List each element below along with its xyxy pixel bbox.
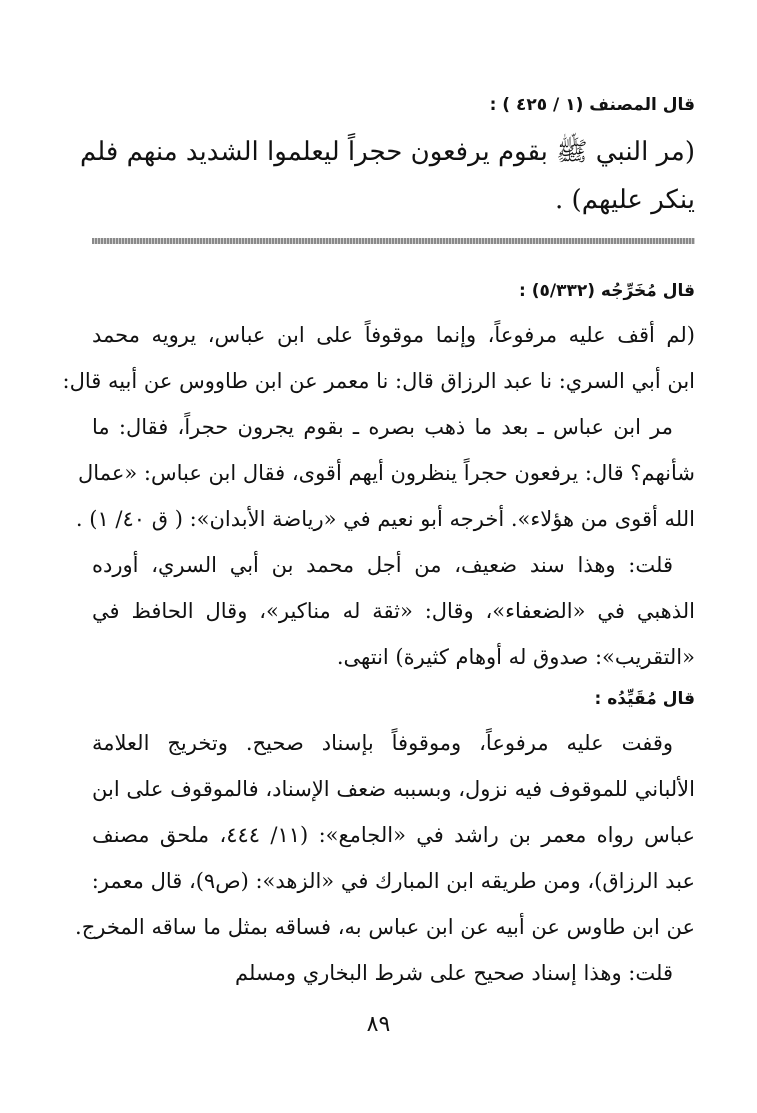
comment-line: عباس رواه معمر بن راشد في «الجامع»: (١١/ ٤٤٤، ملحق مصنف	[92, 823, 695, 847]
takhrij-line: «التقريب»: صدوق له أوهام كثيرة) انتهى.	[336, 645, 695, 669]
takhrij-line: الله أقوى من هؤلاء». أخرجه أبو نعيم في «رياضة الأبدان»: ( ق ٤٠/ ١) .	[75, 507, 695, 531]
takhrij-line: قلت: وهذا سند ضعيف، من أجل محمد بن أبي السري، أورده	[92, 553, 673, 577]
takhrij-line: (لم أقف عليه مرفوعاً، وإنما موقوفاً على ابن عباس، يرويه محمد	[92, 323, 695, 347]
comment-line: الألباني للموقوف فيه نزول، وبسببه ضعف الإسناد، فالموقوف على ابن	[92, 777, 695, 801]
heading-commentator: قال مُقَيِّدُه :	[594, 689, 695, 709]
comment-line: وقفت عليه مرفوعاً، وموقوفاً بإسناد صحيح. وتخريج العلامة	[92, 731, 673, 755]
takhrij-line: شأنهم؟ قال: يرفعون حجراً ينظرون أيهم أقوى، فقال ابن عباس: «عمال	[78, 461, 695, 485]
comment-line: عن ابن طاوس عن أبيه عن ابن عباس به، فساقه بمثل ما ساقه المخرج.	[75, 915, 695, 939]
comment-line: عبد الرزاق)، ومن طريقه ابن المبارك في «الزهد»: (ص٩)، قال معمر:	[91, 869, 695, 893]
page-number: ٨٩	[366, 1012, 391, 1037]
takhrij-line: مر ابن عباس ـ بعد ما ذهب بصره ـ بقوم يجرون حجراً، فقال: ما	[92, 415, 673, 439]
hadith-text-line-2: ينكر عليهم) .	[555, 185, 695, 215]
comment-line: قلت: وهذا إسناد صحيح على شرط البخاري ومسلم	[234, 961, 673, 985]
hadith-text-line-1: (مر النبي ﷺ بقوم يرفعون حجراً ليعلموا الشديد منهم فلم	[79, 137, 695, 167]
takhrij-line: الذهبي في «الضعفاء»، وقال: «ثقة له مناكير»، وقال الحافظ في	[92, 599, 695, 623]
takhrij-line: ابن أبي السري: نا عبد الرزاق قال: نا معمر عن ابن طاووس عن أبيه قال:	[62, 369, 695, 393]
heading-takhrij: قال مُخَرِّجُه (٥/٣٣٢) :	[518, 281, 695, 301]
heading-author-citation: قال المصنف (١ / ٤٢٥ ) :	[489, 95, 695, 115]
section-divider	[92, 238, 695, 244]
